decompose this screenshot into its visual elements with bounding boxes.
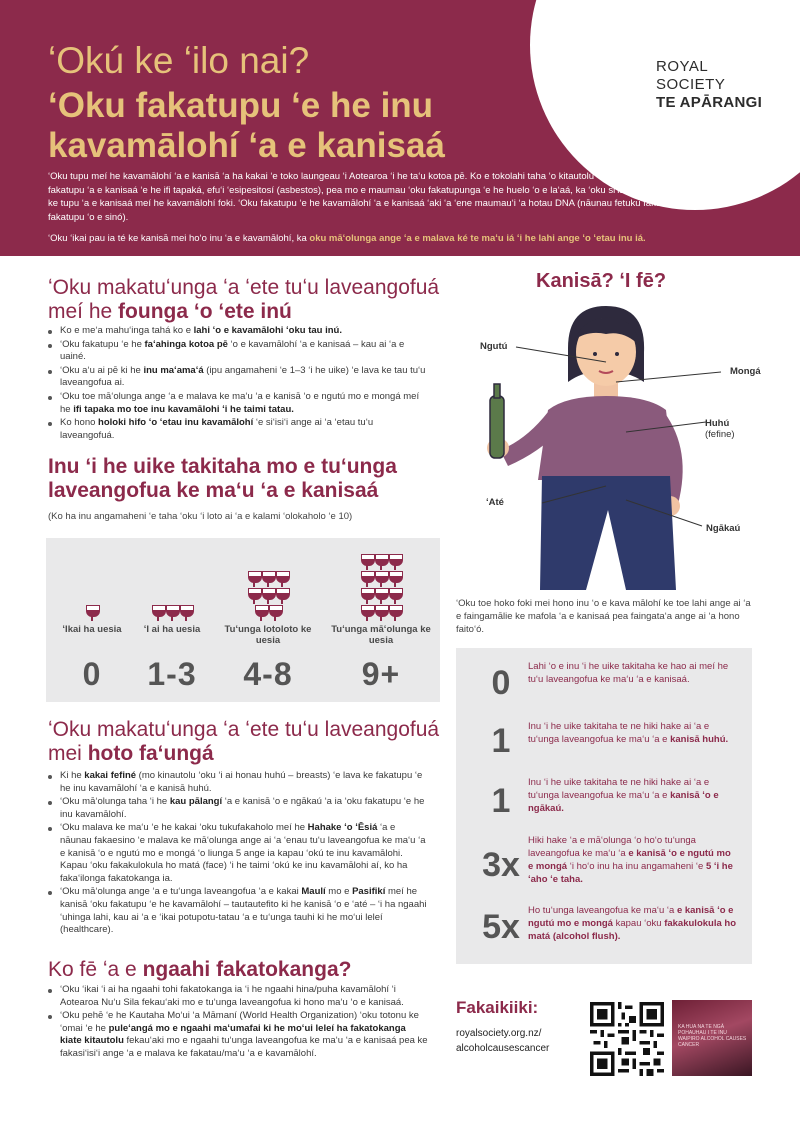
more-info-link[interactable]: royalsociety.org.nz/ alcoholcausescancer [456, 1028, 550, 1054]
risk-number: 5x [482, 908, 520, 946]
list-item: Ko e meʻa mahuʻinga tahá ko e lahi ʻo e kavamālohi ʻoku tau inú. [48, 325, 428, 338]
risk-column-label: ʻI ai ha uesia [143, 624, 201, 635]
header-title: ʻOku fakatupu ʻe he inu kavamālohí ʻa e kanisaá [48, 86, 445, 165]
risk-number: 3x [482, 846, 520, 884]
list-item: ʻOku fakatupu ʻe he faʻahinga kotoa pē ʻo e kavamālohí ʻa e kanisaá – kau ai ʻa e uainé. [48, 339, 428, 364]
risk-text: Inu ʻi he uike takitaha te ne hiki hake ai ʻa e tuʻunga laveangofua ke maʻu ʻa e kanisā huhú. [528, 721, 729, 745]
list-item: ʻOku ʻikai ʻi ai ha ngaahi tohi fakatokanga ia ʻi he ngaahi hina/puha kavamālohí ʻi Aotearoa Nuʻu Sila fekauʻaki mo e tuʻunga laveangofua ki hono maʻu ʻo e kanisaá. [48, 984, 428, 1009]
risk-number: 0 [491, 664, 511, 702]
list-item: ʻOku māʻolunga ange ʻa e tuʻunga laveangofua ʻa e kakai Maulí mo e Pasifikí meí he kanisā ʻoku fakatupu ʻe he kavamālohí – tautautefito ki he kanisā ʻo e ʻaté – ʻi ha ngaahi ʻuhinga lahi, kau ai ʻa e ʻikai potupotu-tatau ʻa e tuʻunga tauhi ki he moʻui leleí (healthcare). [48, 886, 428, 936]
wine-glass-icon [389, 588, 401, 604]
wine-glass-icon [361, 588, 373, 604]
label-bowel: Ngākaú [706, 523, 741, 534]
label-mouth: Ngutú [480, 341, 508, 352]
risk-column-label: Tuʻunga māʻolunga ke uesia [331, 624, 431, 646]
risk-facts-panel [456, 648, 752, 964]
risk-column-number: 0 [82, 656, 102, 692]
thumbnail-caption: KA HUA NA TE NGĀ POHAUHAU I TE INU WAIPIRO ALCOHOL CAUSES CANCER [678, 1024, 747, 1048]
wine-glass-icon [248, 571, 260, 587]
risk-text: Inu ʻi he uike takitaha te ne hiki hake ai ʻa e tuʻunga laveangofua ke maʻu ʻa e kanisā ʻo e ngākaú. [528, 777, 719, 814]
wine-glass-icon [255, 605, 267, 621]
list-item: Ki he kakai fefiné (mo kinautolu ʻoku ʻi ai honau huhú – breasts) ʻe lava ke fakatupu ʻe he inu kavamālohí ʻa e kanisā huhú. [48, 770, 428, 795]
wine-glass-icon [262, 588, 274, 604]
risk-text: Hiki hake ʻa e māʻolunga ʻo hoʻo tuʻunga laveangofua ke maʻu ʻa e kanisā ʻo e ngutú mo e mongá ʻi hoʻo inu ha inu angamaheni ʻe 5 ʻi he ʻaho ʻe taha. [528, 835, 733, 885]
list-item: ʻOku malava ke maʻu ʻe he kakai ʻoku tukufakaholo meí he Hahake ʻo ʻĒsiá ʻa e nāunau fakaesino ʻe malava ke māʻolunga ange ai ʻa ʻenau tuʻu laveangofua ke maʻu ʻa e kanisā ʻo e ngutú mo e mongá ʻo liunga 5 ange ia kapau ʻokú te inu kavamālohi. Kapau ʻoku fakakulokula ho matá (face) ʻi he taimi ʻokú ke inu kavamālohi aí, ko ha fakaʻilonga fakatokanga ia. [48, 822, 428, 885]
standard-drink-note: (Ko ha inu angamaheni ʻe taha ʻoku ʻi loto ai ʻa e kalami ʻolokaholo ʻe 10) [48, 511, 353, 522]
wine-glass-icon [152, 605, 164, 621]
wine-glass-icon [276, 571, 288, 587]
header-question: ʻOkú ke ʻilo nai? [48, 40, 310, 81]
list-item: ʻOku aʻu ai pē ki he inu maʻamaʻá (ipu angamaheni ʻe 1–3 ʻi he uike) ʻe lava ke tau tuʻu laveangofua ai. [48, 365, 428, 390]
wine-glass-icon [361, 554, 373, 570]
wine-glass-icon [269, 605, 281, 621]
risk-number: 1 [491, 782, 511, 820]
wine-glass-icon [375, 588, 387, 604]
list-item: ʻOku pehē ʻe he Kautaha Moʻui ʻa Māmaní (World Health Organization) ʻoku totonu ke ʻomai ʻe he puleʻangá mo e ngaahi maʻumafai ki he moʻui leleí ha fakatokanga kiate kitautolu fekauʻaki mo e ngaahi tuʻunga laveangofua ke maʻu ʻa e kanisaá pea ke fakasiʻisiʻi ange ʻa e malava ke fakatau/maʻu ʻa e kavamālohí. [48, 1010, 428, 1060]
body-map-title: Kanisā? ʻI fē? [536, 270, 667, 292]
risk-column-high [326, 538, 436, 702]
section-warnings-title: Ko fē ʻa e ngaahi fakatokanga? [48, 958, 352, 981]
wine-glass-icon [276, 588, 288, 604]
label-liver: ʻAté [486, 497, 504, 508]
risk-text: Lahi ʻo e inu ʻi he uike takitaha ke hao ai meí he tuʻu laveangofua ke maʻu ʻa e kanisaá. [528, 661, 729, 685]
header-intro: ʻOku tupu meí he kavamālohí ʻa e kanisā ʻa ha kakai ʻe toko laungeau ʻi Aotearoa ʻi he taʻu kotoa pē. Ko e tokolahi taha ʻo kitautolú ʻoku tau ʻilo ʻoku malava ke fakatupu ʻa e kanisaá ʻe he ifi tapaká, efuʻi ʻesipesitosí (asbestos), pea mo e maumau ʻoku fakatupunga ʻe he huelo ʻo e laʻaá, ka ʻoku siʻisiʻi ange ʻa e ʻilo ʻoku malava ke tupu ʻa e kanisaá meí he kavamālohí foki. ʻOku fakatupu ʻe he kavamālohí ʻa e kanisaá ʻaki ʻa ʻene maumauʻi ʻa hotau DNA (nāunau fetuku fakamatala ki hono fakatupu ʻo e sinó). [48, 171, 740, 223]
section-pattern-title: ʻOku makatuʻunga ʻa ʻete tuʻu laveangofuá meí he founga ʻo ʻete inú [48, 276, 440, 323]
royal-society-logo[interactable] [656, 58, 776, 112]
wine-glass-icon [389, 554, 401, 570]
section-body-list [48, 770, 428, 938]
label-throat: Mongá [730, 366, 761, 377]
wine-glass-icon [86, 605, 98, 621]
risk-column-label: Tuʻunga lotoloto ke uesia [224, 624, 312, 646]
spread-note: ʻOku toe hoko foki mei hono inu ʻo e kava mālohí ke toe lahi ange ai ʻa e faingamālie ke mafola ʻa e kanisaá pea faingataʻa ange ai ʻa hono faitoʻó. [456, 598, 751, 635]
campaign-thumbnail-image[interactable] [672, 1000, 752, 1076]
wine-glass-icon [180, 605, 192, 621]
section-body-title: ʻOku makatuʻunga ʻa ʻete tuʻu laveangofuá mei hoto faʻungá [48, 718, 440, 765]
risk-column-number: 1-3 [147, 656, 197, 692]
risk-column-number: 4-8 [243, 656, 293, 692]
wine-glass-icon [262, 571, 274, 587]
section-pattern-list [48, 325, 428, 443]
list-item: ʻOku māʻolunga taha ʻi he kau pālangí ʻa e kanisā ʻo e ngākaú ʻa ia ʻoku fakatupu ʻe he inu kavamālohí. [48, 796, 428, 821]
list-item: ʻOku toe māʻolunga ange ʻa e malava ke maʻu ʻa e kanisā ʻo e ngutú mo e mongá meí he ifi tapaka mo toe inu kavamālohi ʻi he taimi tatau. [48, 391, 428, 416]
section-weekly-title: Inu ʻi he uike takitaha mo e tuʻunga laveangofua ke maʻu ʻa e kanisaá [48, 455, 397, 502]
risk-text: Ho tuʻunga laveangofua ke maʻu ʻa e kanisā ʻo e ngutú mo e mongá kapau ʻoku fakakulokula ho matá (alcohol flush). [528, 905, 737, 942]
wine-glass-icon [248, 588, 260, 604]
logo-line-1: ROYAL [656, 58, 709, 75]
wine-glass-icon [375, 571, 387, 587]
risk-column-none [46, 538, 138, 702]
label-breast: Huhú (fefine) [705, 418, 735, 440]
header-banner [0, 0, 800, 256]
wine-glass-icon [389, 605, 401, 621]
logo-line-3: TE APĀRANGI [656, 94, 763, 111]
drinks-risk-panel [46, 538, 440, 702]
logo-line-2: SOCIETY [656, 76, 726, 93]
wine-glass-icon [375, 554, 387, 570]
wine-glass-icon [361, 605, 373, 621]
risk-column-number: 9+ [361, 656, 401, 692]
risk-number: 1 [491, 722, 511, 760]
wine-glass-icon [389, 571, 401, 587]
wine-glass-icon [375, 605, 387, 621]
qr-code-icon[interactable] [590, 1002, 664, 1076]
more-info-title: Fakaikiiki: [456, 998, 539, 1017]
list-item: Ko hono holoki hifo ʻo ʻetau inu kavamālohí ʻe siʻisiʻi ange ai ʻa ʻetau tuʻu laveangofuá. [48, 417, 428, 442]
wine-glass-icon [166, 605, 178, 621]
risk-column-some [126, 538, 218, 702]
section-warnings-list [48, 984, 428, 1062]
risk-column-label: ʻIkai ha uesia [62, 624, 122, 635]
header-intro-2: ʻOku ʻikai pau ia té ke kanisā mei hoʻo inu ʻa e kavamālohí, ka oku māʻolunga ange ʻa e malava ké te maʻu iá ʻi he lahi ange ʻo ʻetau inu iá. [48, 233, 646, 244]
risk-column-moderate [218, 538, 318, 702]
wine-glass-icon [361, 571, 373, 587]
